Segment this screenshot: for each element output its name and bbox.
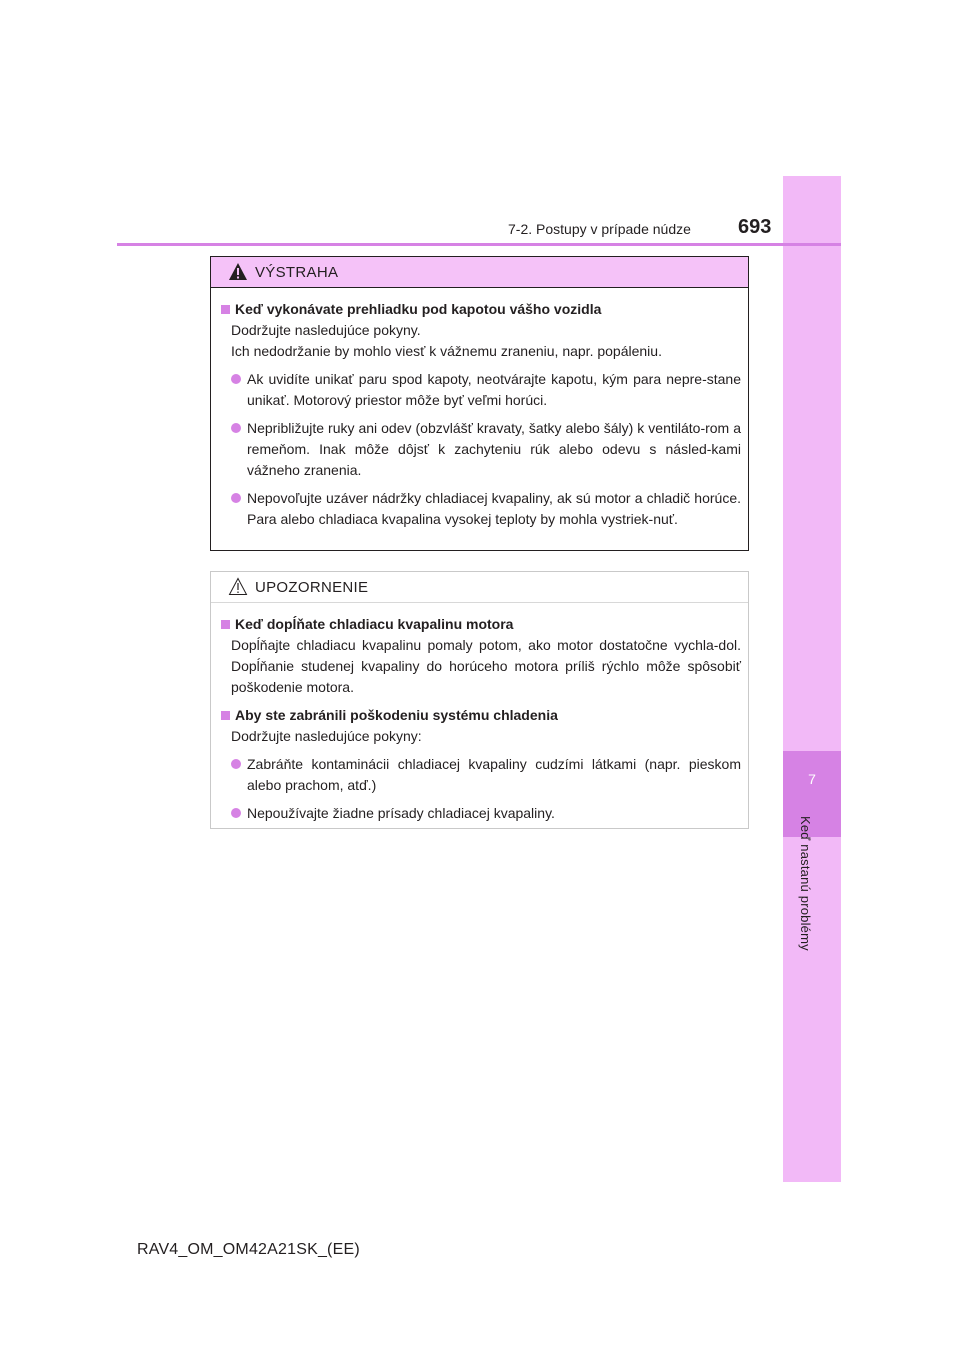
notice-bullet (221, 754, 741, 796)
square-bullet-icon (221, 305, 230, 314)
notice-heading (221, 705, 741, 726)
warning-triangle-filled-icon (228, 262, 248, 281)
chapter-number: 7 (808, 771, 816, 787)
warning-bullet (221, 369, 741, 411)
notice-heading-text: Aby ste zabránili poškodeniu systému chladenia (235, 707, 558, 723)
warning-intro-line: Dodržujte nasledujúce pokyny. (231, 322, 421, 338)
notice-bullet-text: Nepoužívajte žiadne prísady chladiacej kvapaliny. (247, 805, 555, 821)
document-code: RAV4_OM_OM42A21SK_(EE) (137, 1241, 360, 1258)
round-bullet-icon (231, 759, 241, 769)
notice-bullet-text: Zabráňte kontaminácii chladiacej kvapaliny cudzími látkami (napr. pieskom alebo prachom, atď.) (247, 756, 741, 793)
header-rule (117, 243, 841, 246)
warning-intro-line: Ich nedodržanie by mohlo viesť k vážnemu zraneniu, napr. popáleniu. (231, 343, 662, 359)
notice-label: UPOZORNENIE (255, 579, 369, 596)
notice-box-header (211, 572, 748, 603)
notice-heading-text: Keď dopĺňate chladiacu kvapalinu motora (235, 616, 514, 632)
notice-body (211, 603, 748, 824)
notice-bullet (221, 803, 741, 824)
warning-heading-text: Keď vykonávate prehliadku pod kapotou vášho vozidla (235, 301, 602, 317)
notice-paragraph: Dodržujte nasledujúce pokyny: (231, 728, 422, 744)
warning-bullet-text: Ak uvidíte unikať paru spod kapoty, neotvárajte kapotu, kým para nepre-stane unikať. Motorový priestor môže byť veľmi horúci. (247, 371, 741, 408)
warning-bullet-text: Nepribližujte ruky ani odev (obzvlášť kravaty, šatky alebo šály) k ventiláto-rom a remeňom. Inak môže dôjsť k zachyteniu rúk alebo odevu s násled-kami vážneho zranenia. (247, 420, 741, 478)
warning-bullet (221, 488, 741, 530)
chapter-title: Keď nastanú problémy (798, 816, 813, 951)
warning-body (211, 288, 748, 530)
warning-heading (221, 299, 741, 320)
square-bullet-icon (221, 620, 230, 629)
round-bullet-icon (231, 808, 241, 818)
warning-bullet (221, 418, 741, 481)
warning-intro (221, 320, 741, 362)
warning-bullet-text: Nepovoľujte uzáver nádržky chladiacej kvapaliny, ak sú motor a chladič horúce. Para alebo chladiaca kvapalina vysokej teploty by mohla vystriek-nuť. (247, 490, 741, 527)
round-bullet-icon (231, 423, 241, 433)
page-number: 693 (738, 216, 772, 238)
notice-heading (221, 614, 741, 635)
section-title: 7-2. Postupy v prípade núdze (508, 221, 691, 237)
warning-triangle-outline-icon (228, 577, 248, 596)
square-bullet-icon (221, 711, 230, 720)
warning-box-header (211, 257, 748, 288)
notice-box (210, 571, 749, 829)
notice-paragraph: Dopĺňajte chladiacu kvapalinu pomaly potom, ako motor dostatočne vychla-dol. Dopĺňanie studenej kvapaliny do horúceho motora príliš rýchlo môže spôsobiť poškodenie motora. (231, 637, 741, 695)
chapter-side-tab (783, 176, 841, 1182)
round-bullet-icon (231, 374, 241, 384)
warning-box (210, 256, 749, 551)
round-bullet-icon (231, 493, 241, 503)
warning-label: VÝSTRAHA (255, 264, 339, 281)
